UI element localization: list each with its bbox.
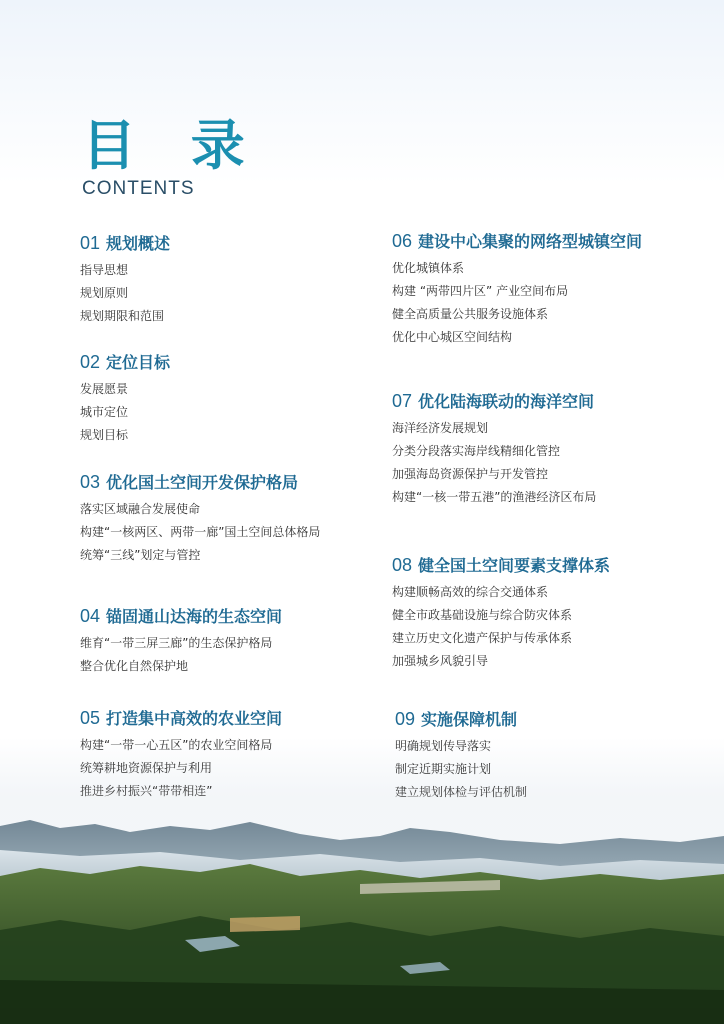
- section-number: 05: [80, 708, 101, 728]
- list-item[interactable]: 整合优化自然保护地: [80, 659, 189, 673]
- section-04[interactable]: [80, 605, 400, 678]
- section-number: 09: [395, 709, 416, 729]
- list-item[interactable]: 规划期限和范围: [80, 309, 165, 323]
- list-item[interactable]: 构建 “两带四片区” 产业空间布局: [392, 284, 569, 298]
- list-item[interactable]: 规划目标: [80, 428, 129, 442]
- list-item[interactable]: 指导思想: [80, 263, 129, 277]
- section-06[interactable]: [392, 230, 712, 349]
- section-number: 07: [392, 391, 413, 411]
- list-item[interactable]: 构建顺畅高效的综合交通体系: [392, 585, 549, 599]
- section-title: 规划概述: [106, 234, 171, 253]
- page-title: 目 录: [82, 114, 263, 177]
- section-title: 实施保障机制: [421, 710, 518, 729]
- list-item[interactable]: 构建“一核两区、两带一廊”国土空间总体格局: [80, 525, 321, 539]
- section-title: 锚固通山达海的生态空间: [106, 607, 283, 626]
- section-heading: [80, 351, 400, 374]
- section-heading: [392, 554, 712, 577]
- section-08[interactable]: [392, 554, 712, 673]
- section-heading: [392, 390, 712, 413]
- list-item[interactable]: 优化中心城区空间结构: [392, 330, 513, 344]
- section-number: 06: [392, 231, 413, 251]
- section-02[interactable]: [80, 351, 400, 447]
- section-title: 优化陆海联动的海洋空间: [418, 392, 595, 411]
- section-number: 04: [80, 606, 101, 626]
- list-item[interactable]: 明确规划传导落实: [395, 739, 492, 753]
- list-item[interactable]: 加强城乡风貌引导: [392, 654, 489, 668]
- list-item[interactable]: 海洋经济发展规划: [392, 421, 489, 435]
- list-item[interactable]: 城市定位: [80, 405, 129, 419]
- section-heading: [80, 707, 400, 730]
- section-heading: [395, 708, 715, 731]
- list-item[interactable]: 构建“一带一心五区”的农业空间格局: [80, 738, 273, 752]
- list-item[interactable]: 健全高质量公共服务设施体系: [392, 307, 549, 321]
- title-block: [82, 116, 263, 200]
- section-01[interactable]: [80, 232, 400, 328]
- section-number: 01: [80, 233, 101, 253]
- list-item[interactable]: 落实区域融合发展使命: [80, 502, 201, 516]
- list-item[interactable]: 规划原则: [80, 286, 129, 300]
- section-number: 08: [392, 555, 413, 575]
- list-item[interactable]: 维育“一带三屏三廊”的生态保护格局: [80, 636, 273, 650]
- section-heading: [392, 230, 712, 253]
- list-item[interactable]: 分类分段落实海岸线精细化管控: [392, 444, 561, 458]
- list-item[interactable]: 构建“一核一带五港”的渔港经济区布局: [392, 490, 597, 504]
- list-item[interactable]: 制定近期实施计划: [395, 762, 492, 776]
- section-title: 打造集中高效的农业空间: [106, 709, 283, 728]
- list-item[interactable]: 加强海岛资源保护与开发管控: [392, 467, 549, 481]
- list-item[interactable]: 优化城镇体系: [392, 261, 465, 275]
- section-07[interactable]: [392, 390, 712, 509]
- landscape-photo: [0, 780, 724, 1024]
- section-title: 健全国土空间要素支撑体系: [418, 556, 611, 575]
- page-subtitle: CONTENTS: [82, 178, 195, 199]
- section-heading: [80, 471, 400, 494]
- section-03[interactable]: [80, 471, 400, 567]
- list-item[interactable]: 建立历史文化遗产保护与传承体系: [392, 631, 573, 645]
- section-title: 优化国土空间开发保护格局: [106, 473, 299, 492]
- section-number: 03: [80, 472, 101, 492]
- list-item[interactable]: 发展愿景: [80, 382, 129, 396]
- section-heading: [80, 605, 400, 628]
- section-number: 02: [80, 352, 101, 372]
- list-item[interactable]: 统筹“三线”划定与管控: [80, 548, 201, 562]
- list-item[interactable]: 健全市政基础设施与综合防灾体系: [392, 608, 573, 622]
- section-title: 定位目标: [106, 353, 171, 372]
- section-heading: [80, 232, 400, 255]
- section-title: 建设中心集聚的网络型城镇空间: [418, 232, 643, 251]
- list-item[interactable]: 统筹耕地资源保护与利用: [80, 761, 213, 775]
